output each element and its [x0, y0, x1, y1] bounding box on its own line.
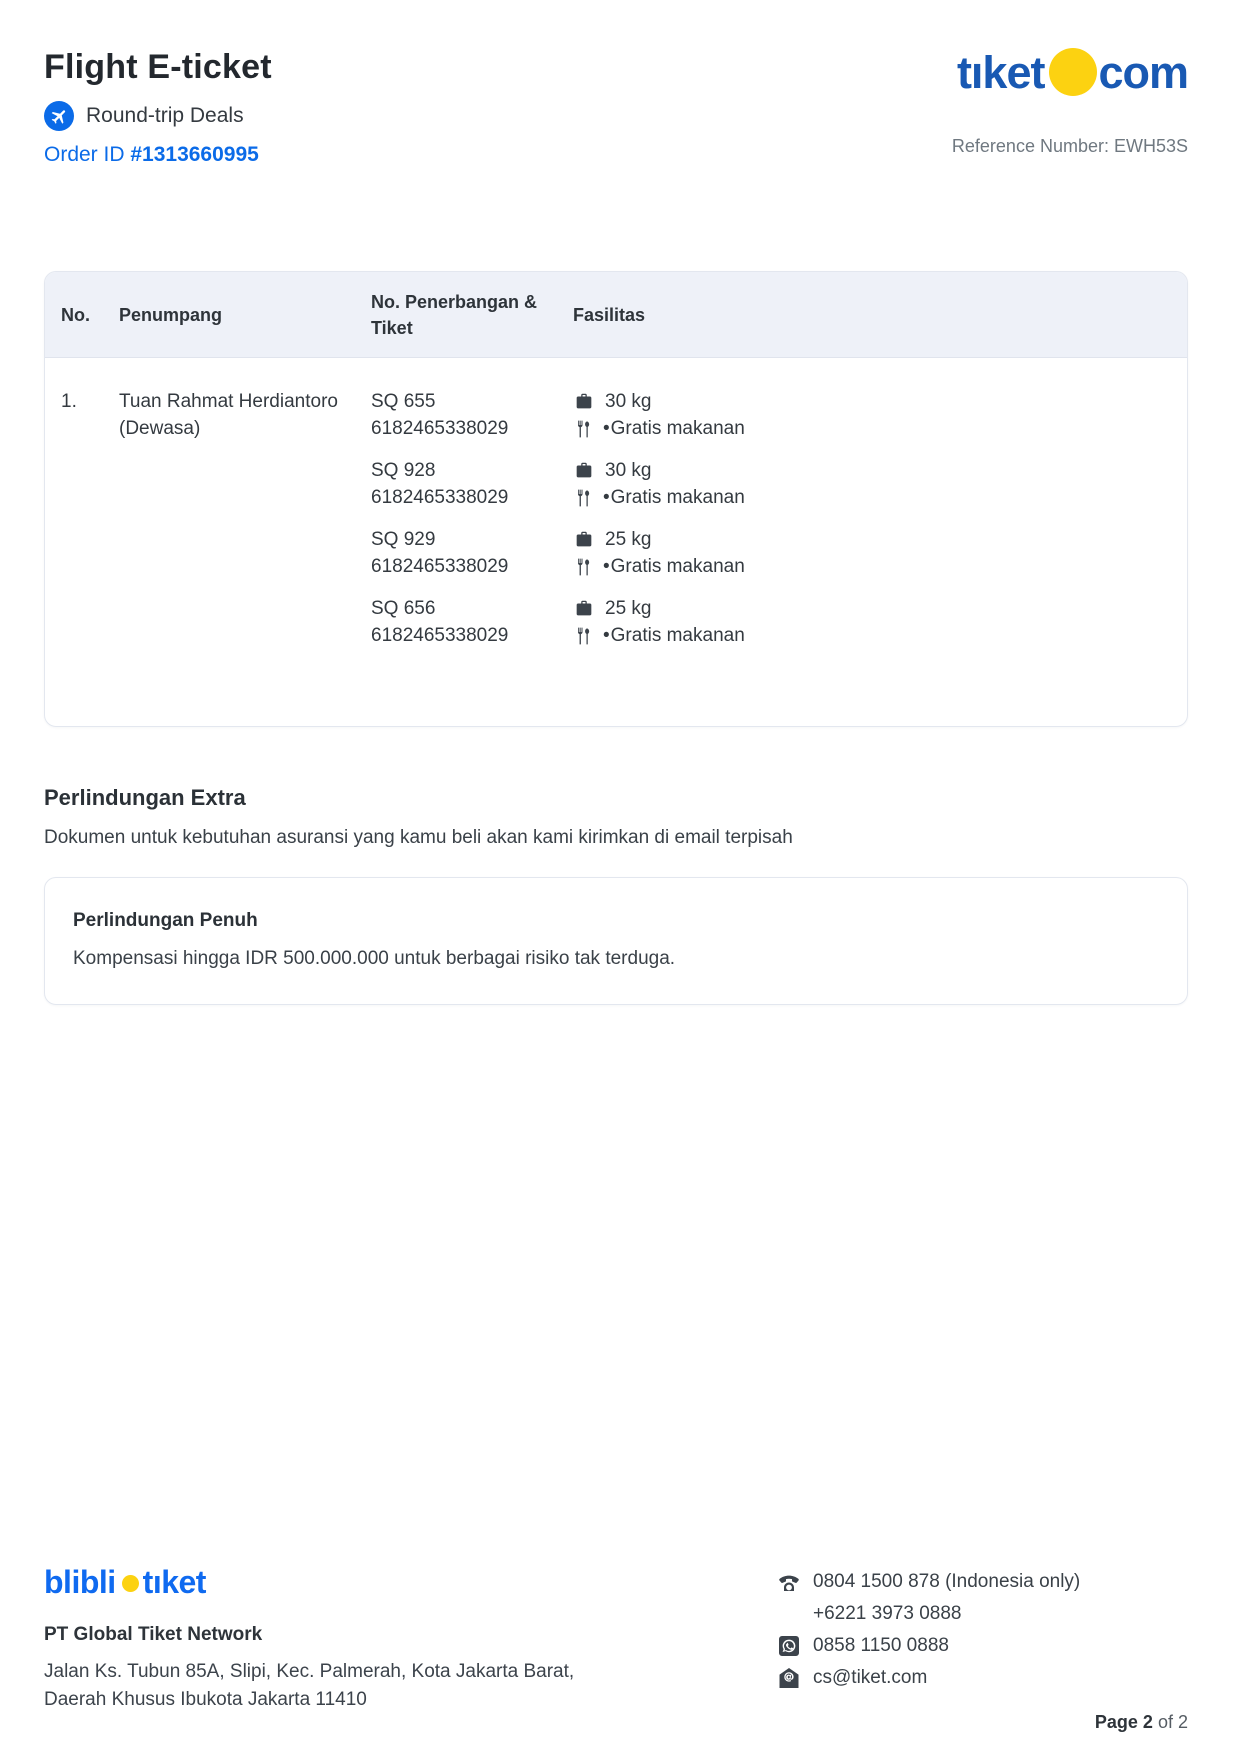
footer-left [44, 1566, 574, 1714]
meal-facility [603, 622, 745, 649]
segment-facilities-3 [573, 526, 1171, 580]
protection-card-text: Kompensasi hingga IDR 500.000.000 untuk berbagai risiko tak terduga. [73, 948, 676, 969]
logo-com-text: com [1098, 46, 1188, 98]
bullet: • [603, 487, 610, 508]
phone-icon [776, 1570, 801, 1595]
order-id-value: #1313660995 [130, 143, 259, 166]
company-address [44, 1658, 574, 1714]
contact-phone-row [776, 1566, 1188, 1598]
meal-line [573, 484, 1171, 511]
utensils-icon [573, 418, 593, 440]
page-total: of 2 [1157, 1712, 1188, 1732]
passenger-type: (Dewasa) [119, 418, 201, 439]
col-header-no: No. [61, 304, 90, 325]
luggage-icon [573, 529, 595, 551]
address-line-2: Daerah Khusus Ibukota Jakarta 11410 [44, 1689, 367, 1710]
order-id-row [44, 143, 272, 167]
baggage-line [573, 457, 1171, 484]
luggage-icon [573, 460, 595, 482]
baggage-allowance: 30 kg [605, 460, 652, 481]
tiketcom-logo [957, 48, 1188, 96]
logo-blibli-text: blibli [44, 1564, 116, 1600]
baggage-line [573, 526, 1171, 553]
meal-facility [603, 484, 745, 511]
row-number: 1. [61, 391, 77, 412]
segment-flight-3 [371, 526, 573, 580]
passenger-cell [119, 388, 371, 664]
meal-line [573, 622, 1171, 649]
flight-number: SQ 656 [371, 598, 436, 619]
meal-facility [603, 553, 745, 580]
blibli-tiket-logo [44, 1566, 574, 1598]
utensils-icon [573, 625, 593, 647]
logo-tiket-text: tıket [142, 1564, 206, 1600]
airplane-icon [44, 101, 74, 131]
footer [44, 1566, 1188, 1733]
email-icon [776, 1666, 801, 1691]
baggage-allowance: 25 kg [605, 598, 652, 619]
meal-line [573, 415, 1171, 442]
col-header-facilities: Fasilitas [573, 304, 646, 325]
baggage-line [573, 595, 1171, 622]
logo-dot-icon [122, 1575, 139, 1592]
header-left [44, 48, 272, 167]
col-header-passenger: Penumpang [119, 304, 223, 325]
section-heading: Perlindungan Extra [44, 785, 246, 810]
trip-type-label: Round-trip Deals [86, 104, 244, 127]
utensils-icon [573, 556, 593, 578]
reference-number: Reference Number: EWH53S [951, 136, 1188, 156]
whatsapp-number: 0858 1150 0888 [813, 1635, 949, 1656]
meal-line [573, 553, 1171, 580]
facilities-cell [573, 388, 1171, 664]
passenger-name: Tuan Rahmat Herdiantoro [119, 391, 338, 412]
baggage-allowance: 25 kg [605, 529, 652, 550]
flight-number: SQ 929 [371, 529, 436, 550]
flight-number: SQ 928 [371, 460, 436, 481]
whatsapp-icon [776, 1634, 801, 1659]
contact-phone2-row [776, 1598, 1188, 1630]
section-description: Dokumen untuk kebutuhan asuransi yang kamu beli akan kami kirimkan di email terpisah [44, 827, 793, 848]
ticket-number: 6182465338029 [371, 556, 509, 577]
phone-number-1: 0804 1500 878 (Indonesia only) [813, 1571, 1081, 1592]
segment-flight-2 [371, 457, 573, 511]
trip-type-row [44, 101, 272, 131]
flight-ticket-cell [371, 388, 573, 664]
footer-right [776, 1566, 1188, 1733]
table-row [45, 358, 1187, 726]
segment-flight-4 [371, 595, 573, 649]
baggage-allowance: 30 kg [605, 391, 652, 412]
utensils-icon [573, 487, 593, 509]
order-id-label: Order ID [44, 143, 125, 166]
meal-label: Gratis makanan [610, 625, 745, 646]
col-header-flight: No. Penerbangan & Tiket [371, 291, 538, 338]
meal-label: Gratis makanan [610, 487, 745, 508]
table-header-row [45, 272, 1187, 358]
segment-facilities-1 [573, 388, 1171, 442]
baggage-line [573, 388, 1171, 415]
bullet: • [603, 418, 610, 439]
logo-dot-icon [1049, 48, 1097, 96]
contact-email-row [776, 1662, 1188, 1694]
segment-flight-1 [371, 388, 573, 442]
segment-facilities-2 [573, 457, 1171, 511]
address-line-1: Jalan Ks. Tubun 85A, Slipi, Kec. Palmerah, Kota Jakarta Barat, [44, 1661, 575, 1682]
luggage-icon [573, 598, 595, 620]
bullet: • [603, 625, 610, 646]
meal-label: Gratis makanan [610, 418, 745, 439]
page-title: Flight E-ticket [44, 48, 272, 86]
ticket-number: 6182465338029 [371, 487, 509, 508]
luggage-icon [573, 391, 595, 413]
ticket-number: 6182465338029 [371, 418, 509, 439]
company-name: PT Global Tiket Network [44, 1624, 263, 1645]
meal-facility [603, 415, 745, 442]
phone-number-2: +6221 3973 0888 [813, 1603, 962, 1624]
logo-tiket-text: tıket [956, 46, 1045, 98]
segment-facilities-4 [573, 595, 1171, 649]
page-indicator [776, 1712, 1188, 1733]
ticket-number: 6182465338029 [371, 625, 509, 646]
bullet: • [603, 556, 610, 577]
passenger-table-card [44, 271, 1188, 727]
full-protection-card [44, 877, 1188, 1005]
protection-card-title: Perlindungan Penuh [73, 910, 258, 931]
header-right [952, 48, 1188, 157]
page-number: Page 2 [1094, 1712, 1153, 1732]
extra-protection-section [44, 785, 1188, 1005]
flex-spacer [44, 1005, 1188, 1566]
header [44, 48, 1188, 167]
contact-whatsapp-row [776, 1630, 1188, 1662]
meal-label: Gratis makanan [610, 556, 745, 577]
flight-number: SQ 655 [371, 391, 436, 412]
email-address: cs@tiket.com [813, 1667, 928, 1688]
